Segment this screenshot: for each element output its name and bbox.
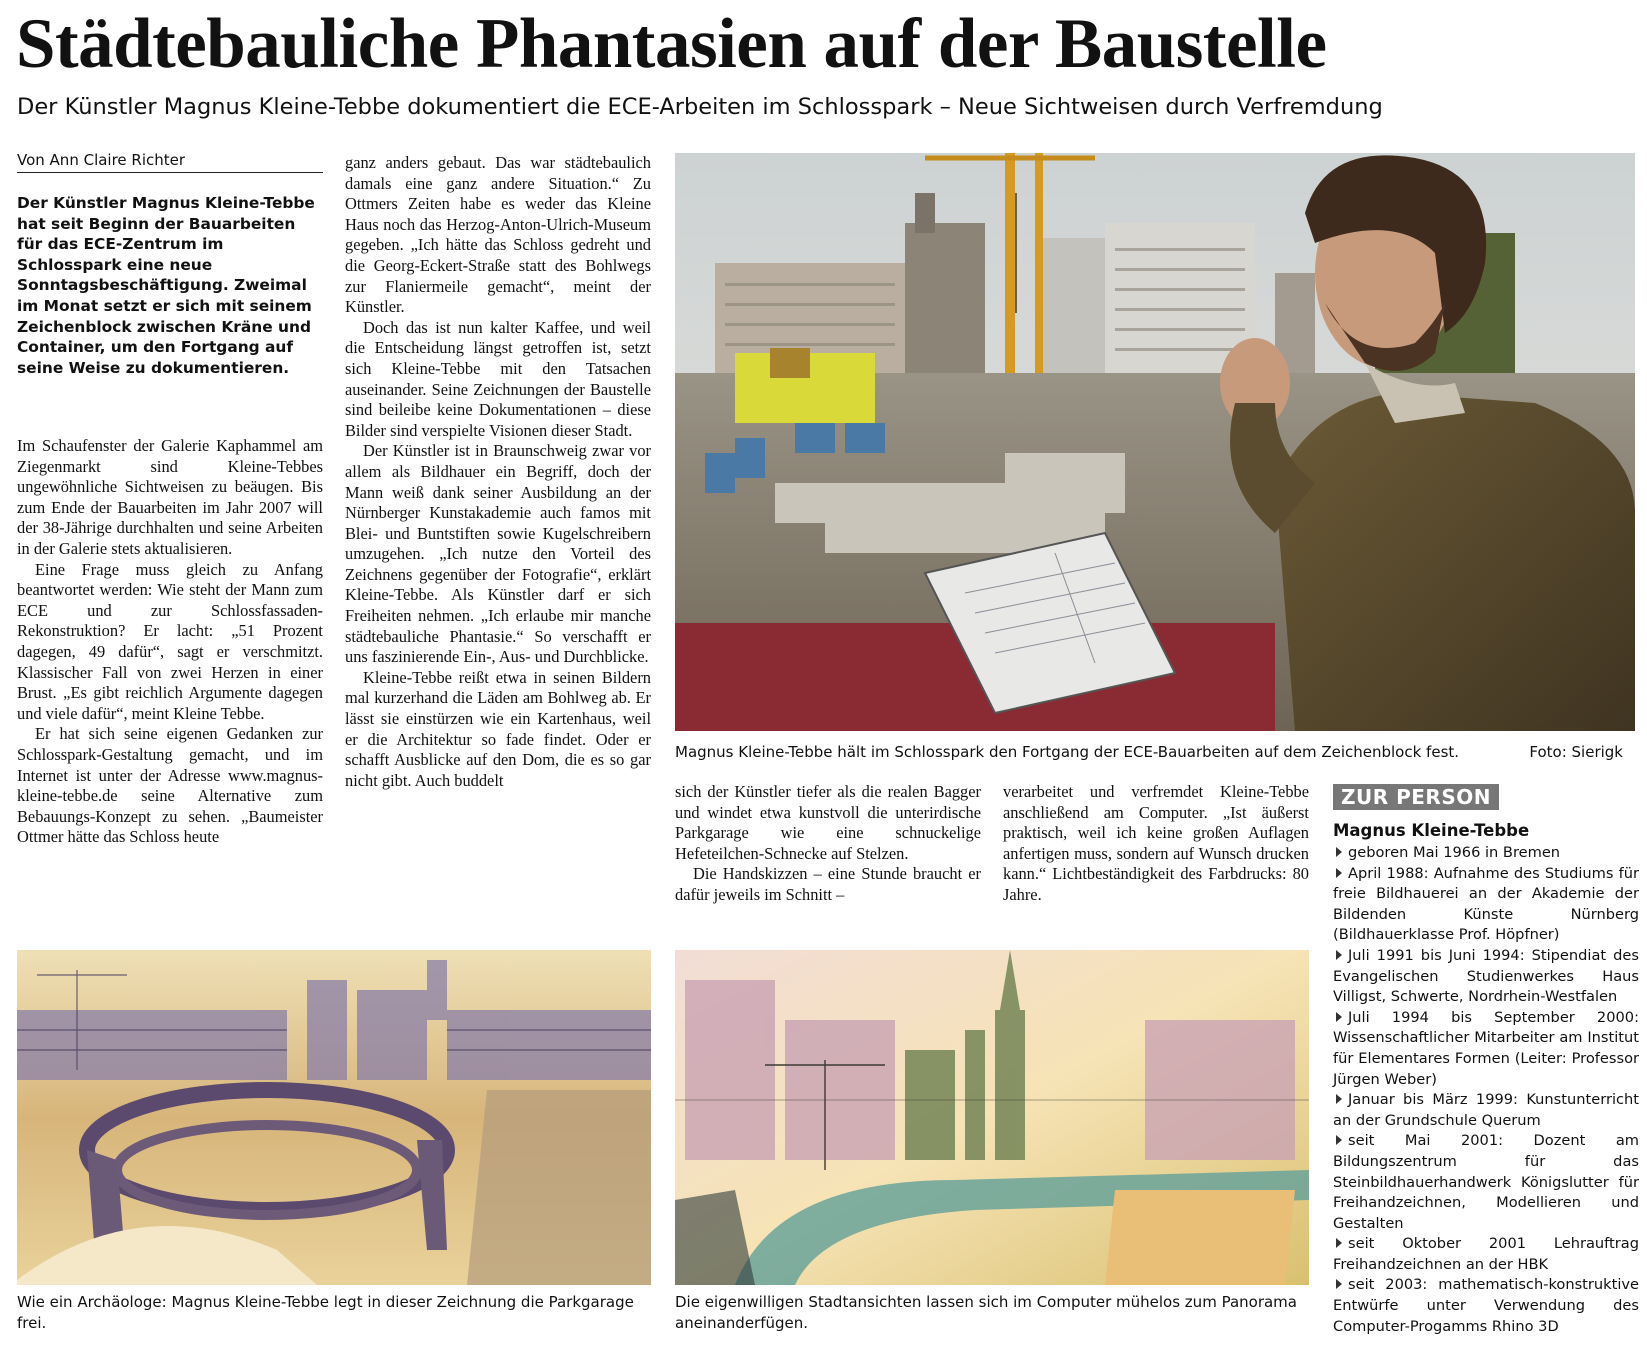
bullet-triangle-icon — [1336, 1279, 1342, 1289]
subheadline: Der Künstler Magnus Kleine-Tebbe dokumentiert die ECE-Arbeiten im Schlosspark – Neue Sichtweisen durch Verfremdung — [17, 94, 1383, 120]
vita-text: Januar bis März 1999: Kunstunterricht an der Grundschule Querum — [1333, 1091, 1639, 1129]
sidebar-tag: ZUR PERSON — [1333, 784, 1499, 810]
article-column-4 — [1003, 782, 1309, 906]
main-photo — [675, 153, 1635, 731]
paragraph: verarbeitet und verfremdet Kleine-Tebbe anschließend am Computer. „Ist äußerst praktisch, weil ich keine großen Auflagen anfertigen muss, sondern auf Wunsch drucken kann.“ Lichtbeständigkeit des Farbdrucks: 80 Jahre. — [1003, 782, 1309, 904]
list-item — [1333, 946, 1639, 1008]
list-item — [1333, 1131, 1639, 1234]
list-item — [1333, 864, 1639, 946]
bullet-triangle-icon — [1336, 1012, 1342, 1022]
byline: Von Ann Claire Richter — [17, 150, 323, 173]
bullet-triangle-icon — [1336, 950, 1342, 960]
photo-construction-site — [675, 153, 1635, 731]
list-item — [1333, 1275, 1639, 1337]
paragraph: Im Schaufenster der Galerie Kaphammel am Ziegenmarkt sind Kleine-Tebbes ungewöhnliche Sichtweisen zu beäugen. Bis zum Ende der Bauarbeiten im Jahr 2007 will der 38-Jährige durchhalten und seine Arbeiten in der Galerie stets aktualisieren. — [17, 436, 323, 558]
sidebar-person-name: Magnus Kleine-Tebbe — [1333, 821, 1530, 840]
sketch-image — [17, 950, 651, 1285]
paragraph: Kleine-Tebbe reißt etwa in seinen Bildern mal kurzerhand die Läden am Bohlweg ab. Er lässt sie einstürzen wie ein Kartenhaus, weil er die Architektur so fade findet. Oder er schafft Ausblicke auf den Dom, die es so gar nicht gibt. Auch buddelt — [345, 667, 651, 790]
paragraph: Eine Frage muss gleich zu Anfang beantwortet werden: Wie steht der Mann zum ECE und zur Schlossfassaden-Rekonstruktion? Er lacht: „51 Prozent dagegen, 49 dafür“, sagt er verschmitzt. Klassischer Fall von zwei Herzen in einer Brust. „Es gibt reichlich Argumente dagegen und viele dafür“, meint Kleine Tebbe. — [17, 559, 323, 723]
paragraph: ganz anders gebaut. Das war städtebaulich damals eine ganz andere Situation.“ Zu Ottmers Zeiten habe es weder das Kleine Haus noch das Herzog-Anton-Ulrich-Museum gegeben. „Ich hätte das Schloss gedreht und die Georg-Eckert-Straße statt des Bohlwegs zur Flaniermeile gemacht“, meint der Künstler. — [345, 153, 651, 317]
paragraph: sich der Künstler tiefer als die realen Bagger und windet etwa kunstvoll die unterirdische Parkgarage wie eine schnuckelige Hefeteilchen-Schnecke auf Stelzen. — [675, 782, 981, 863]
caption-text: Magnus Kleine-Tebbe hält im Schlosspark den Fortgang der ECE-Bauarbeiten auf dem Zeichenblock fest. — [675, 743, 1460, 761]
vita-text: Juli 1991 bis Juni 1994: Stipendiat des Evangelischen Studienwerkes Haus Villigst, Schwerte, Nordrhein-Westfalen — [1333, 946, 1639, 1006]
article-column-3 — [675, 782, 981, 906]
drawing-city-panorama — [675, 950, 1309, 1285]
headline: Städtebauliche Phantasien auf der Baustelle — [16, 5, 1327, 83]
paragraph: Er hat sich seine eigenen Gedanken zur Schlosspark-Gestaltung gemacht, und im Internet ist unter der Adresse www.magnus-kleine-tebbe.de seine Alternative zum Bebauungs-Konzept zu sehen. „Baumeister Ottmer hätte das Schloss heute — [17, 724, 323, 847]
list-item — [1333, 843, 1639, 864]
vita-text: Juli 1994 bis September 2000: Wissenschaftlicher Mitarbeiter am Institut für Elementares Formen (Leiter: Professor Jürgen Weber) — [1333, 1008, 1639, 1088]
bullet-triangle-icon — [1336, 847, 1342, 857]
list-item — [1333, 1234, 1639, 1275]
lead-paragraph: Der Künstler Magnus Kleine-Tebbe hat seit Beginn der Bauarbeiten für das ECE-Zentrum im Schlosspark eine neue Sonntagsbeschäftigung. Zweimal im Monat setzt er sich mit seinem Zeichenblock zwischen Kräne und Container, um den Fortgang auf seine Weise zu dokumentieren. — [17, 194, 315, 377]
paragraph: Der Künstler ist in Braunschweig zwar vor allem als Bildhauer ein Begriff, doch der Mann weiß dank seiner Ausbildung an der Nürnberger Kunstakademie auch famos mit Blei- und Buntstiften sowie Kugelschreibern umzugehen. „Ich nutze den Vorteil des Zeichnens gegenüber der Fotografie“, erklärt Kleine-Tebbe. Als Künstler darf er sich Freiheiten nehmen. „Ich erlaube mir manche städtebauliche Phantasie.“ So verschafft er uns faszinierende Ein-, Aus- und Durchblicke. — [345, 441, 651, 667]
bullet-triangle-icon — [1336, 1238, 1342, 1248]
drawing-right-caption: Die eigenwilligen Stadtansichten lassen sich im Computer mühelos zum Panorama aneinanderfügen. — [675, 1293, 1297, 1332]
vita-text: seit Mai 2001: Dozent am Bildungszentrum für das Steinbildhauerhandwerk Königslutter für Freihandzeichnen, Modellieren und Gestalten — [1333, 1132, 1639, 1232]
sidebar-vita-list — [1333, 843, 1639, 1337]
drawing-parking-garage — [17, 950, 651, 1285]
sketch-image — [675, 950, 1309, 1285]
article-column-1 — [17, 436, 323, 848]
bullet-triangle-icon — [1336, 1135, 1342, 1145]
vita-text: seit 2003: mathematisch-konstruktive Entwürfe unter Verwendung des Computer-Progamms Rhino 3D — [1333, 1276, 1639, 1335]
article-column-2 — [345, 153, 651, 791]
vita-text: seit Oktober 2001 Lehrauftrag Freihandzeichnen an der HBK — [1333, 1235, 1639, 1273]
drawing-left-caption: Wie ein Archäologe: Magnus Kleine-Tebbe legt in dieser Zeichnung die Parkgarage frei. — [17, 1293, 634, 1332]
photo-credit: Foto: Sierigk — [1529, 743, 1623, 761]
paragraph: Die Handskizzen – eine Stunde braucht er dafür jeweils im Schnitt – — [675, 864, 981, 904]
main-photo-caption — [675, 742, 1635, 763]
paragraph: Doch das ist nun kalter Kaffee, und weil die Entscheidung längst getroffen ist, setzt sich Kleine-Tebbe mit den Tatsachen auseinander. Seine Zeichnungen der Baustelle sind beileibe keine Dokumentationen – diese Bilder sind verspielte Visionen dieser Stadt. — [345, 317, 651, 440]
bullet-triangle-icon — [1336, 1094, 1342, 1104]
vita-text: geboren Mai 1966 in Bremen — [1348, 844, 1561, 861]
list-item — [1333, 1008, 1639, 1090]
vita-text: April 1988: Aufnahme des Studiums für freie Bildhauerei an der Akademie der Bildenden Künste Nürnberg (Bildhauerklasse Prof. Höpfner) — [1333, 864, 1639, 944]
list-item — [1333, 1090, 1639, 1131]
bullet-triangle-icon — [1336, 868, 1342, 878]
